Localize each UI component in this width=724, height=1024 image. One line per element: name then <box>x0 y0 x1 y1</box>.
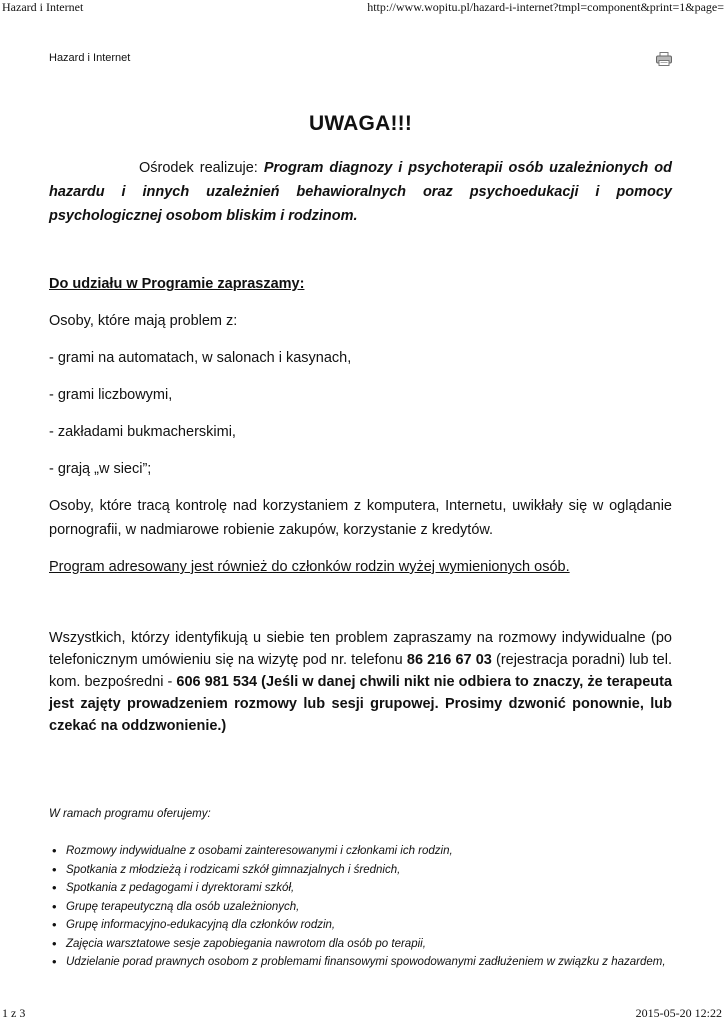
offer-item: • Spotkania z pedagogami i dyrektorami szkół, <box>66 879 672 898</box>
invite-heading: Do udziału w Programie zapraszamy: <box>49 276 305 292</box>
problem-intro: Osoby, które mają problem z: <box>49 313 238 329</box>
problem-item: - grami na automatach, w salonach i kasynach, <box>49 350 352 366</box>
contact-paragraph <box>49 627 672 737</box>
offer-item: • Grupę informacyjno-edukacyjną dla członków rodzin, <box>66 916 672 935</box>
offer-list <box>49 842 672 972</box>
intro-paragraph <box>49 156 672 228</box>
program-name: Program diagnozy i psychoterapii osób uzależnionych od hazardu i innych uzależnień behawioralnych oraz psychoedukacji i pomocy psychologicznej osobom bliskim i rodzinom. <box>49 160 672 224</box>
print-header-url: http://www.wopitu.pl/hazard-i-internet?tmpl=component&print=1&page= <box>367 0 724 14</box>
print-timestamp: 2015-05-20 12:22 <box>635 1006 722 1020</box>
site-title: Hazard i Internet <box>49 52 131 64</box>
intro-prefix: Ośrodek realizuje: <box>139 160 264 176</box>
print-header <box>0 0 724 16</box>
printer-icon[interactable] <box>656 52 672 66</box>
article <box>49 50 672 972</box>
phone-registration: 86 216 67 03 <box>406 652 492 668</box>
problem-item: - zakładami bukmacherskimi, <box>49 424 236 440</box>
page-counter: 1 z 3 <box>2 1006 26 1020</box>
problem-item: - grami liczbowymi, <box>49 387 173 403</box>
print-footer <box>0 1006 724 1024</box>
offer-item: • Grupę terapeutyczną dla osób uzależnionych, <box>66 898 672 917</box>
offer-item: • Udzielanie porad prawnych osobom z problemami finansowymi spowodowanymi zadłużeniem w związku z hazardem, <box>66 953 672 972</box>
offer-item: • Rozmowy indywidualne z osobami zainteresowanymi i członkami ich rodzin, <box>66 842 672 861</box>
offer-item: • Zajęcia warsztatowe sesje zapobiegania nawrotom dla osób po terapii, <box>66 935 672 954</box>
contact-text-1: Wszystkich, którzy identyfikują u siebie ten problem zapraszamy na rozmowy indywidualne (po telefonicznym umówieniu się na wizytę pod nr. telefonu <box>49 630 672 668</box>
page-title: UWAGA!!! <box>308 112 413 135</box>
print-header-title: Hazard i Internet <box>2 0 84 14</box>
contact-note: (Jeśli w danej chwili nikt nie odbiera to znaczy, że terapeuta jest zajęty prowadzeniem rozmowy lub sesji grupowej. Prosimy dzwonić ponownie, lub czekać na oddzwonienie.) <box>49 674 673 734</box>
contact-text-2: (rejestracja poradni) lub tel. kom. bezpośredni - <box>49 652 672 690</box>
control-paragraph: Osoby, które tracą kontrolę nad korzystaniem z komputera, Internetu, uwikłały się w oglądanie pornografii, w nadmiarowe robienie zakupów, korzystanie z kredytów. <box>49 498 672 538</box>
problem-item: - grają „w sieci”; <box>49 461 152 477</box>
phone-mobile: 606 981 534 <box>176 674 258 690</box>
offer-item: • Spotkania z młodzieżą i rodzicami szkół gimnazjalnych i średnich, <box>66 861 672 880</box>
family-paragraph: Program adresowany jest również do członków rodzin wyżej wymienionych osób. <box>49 559 570 575</box>
offer-heading: W ramach programu oferujemy: <box>49 808 211 820</box>
